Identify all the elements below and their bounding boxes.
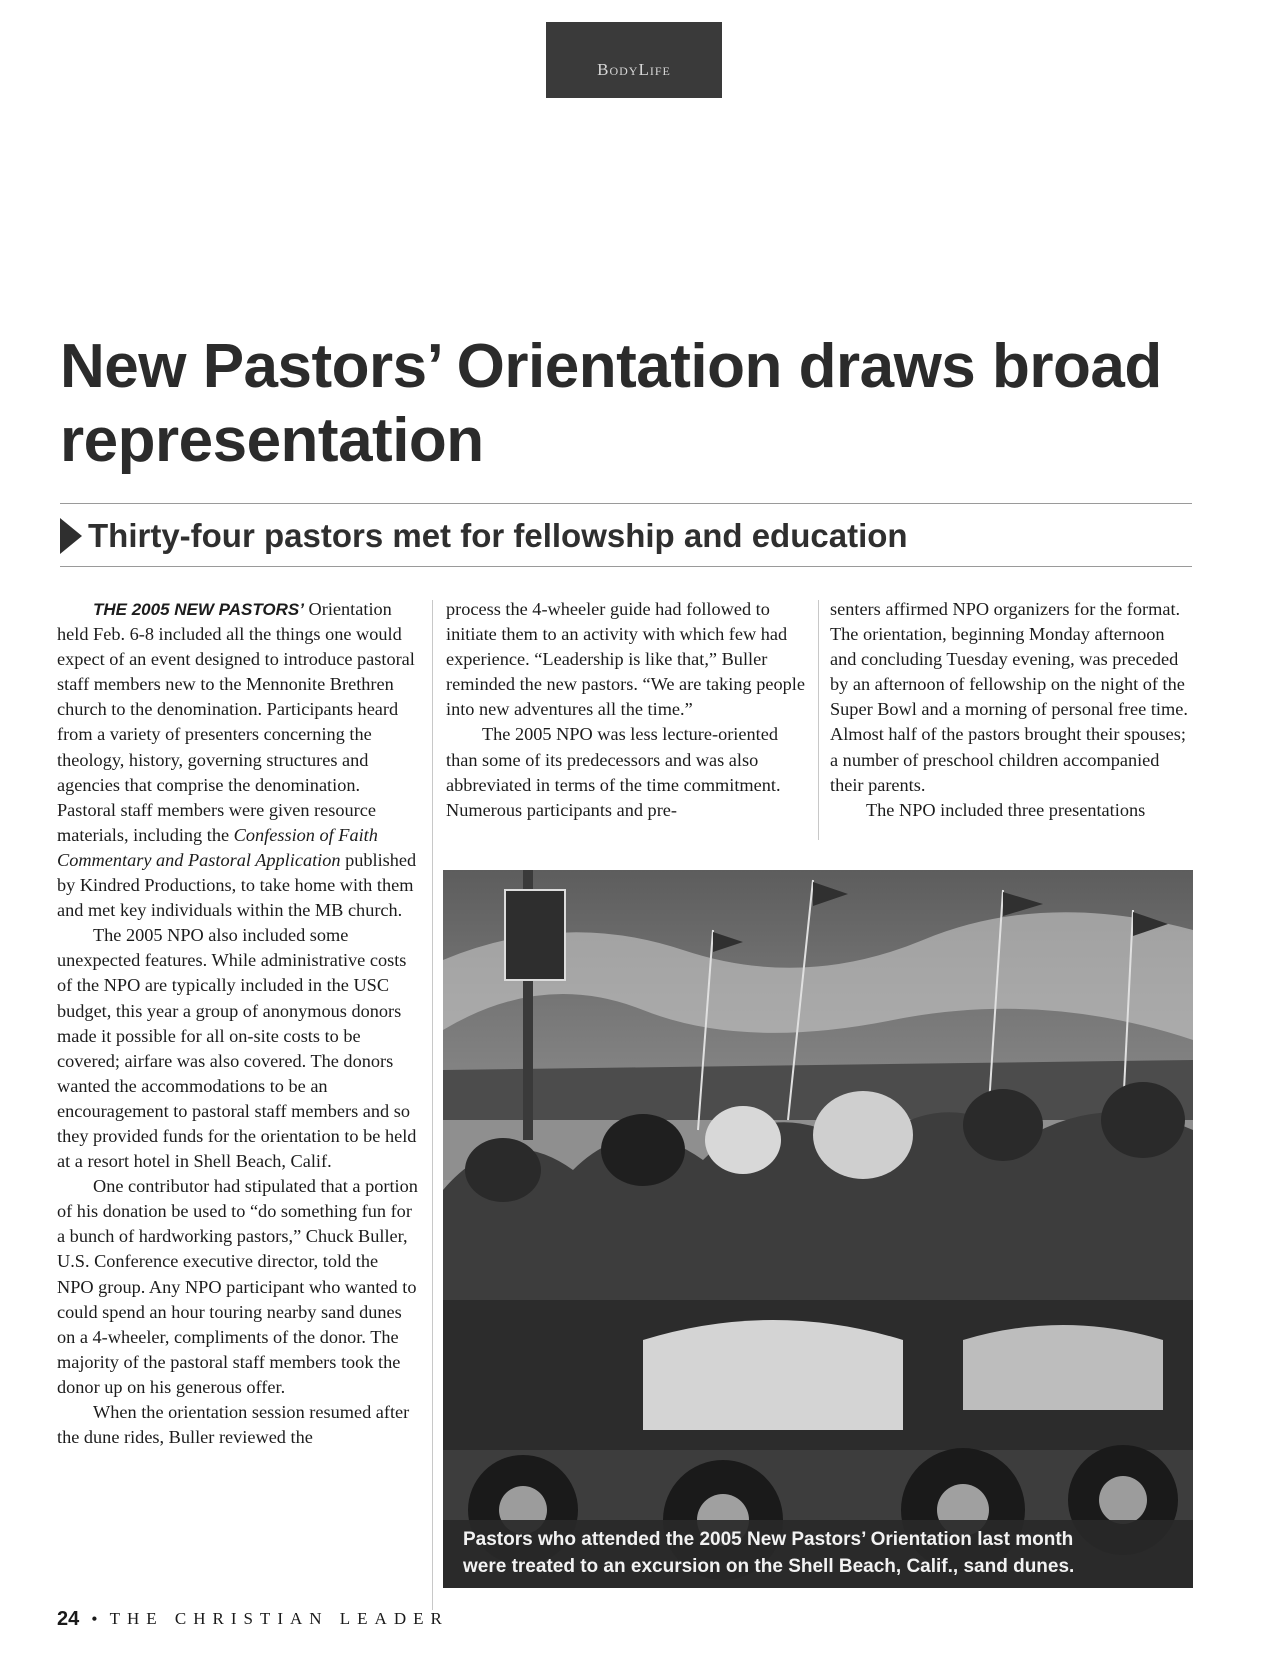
text-run: published by Kindred Productions, to take home with them and met key individuals within the MB church. <box>57 849 417 921</box>
photo-caption <box>443 1520 1193 1588</box>
section-tab-label: BodyLife <box>597 60 671 79</box>
article-subhead <box>60 510 1200 562</box>
lead-in: THE 2005 NEW PASTORS’ <box>93 600 304 619</box>
subhead-rule-bottom <box>60 566 1192 567</box>
footer-separator: • <box>91 1608 98 1629</box>
paragraph <box>57 597 419 923</box>
section-tab <box>546 22 722 98</box>
paragraph: One contributor had stipulated that a portion of his donation be used to “do something fun for a bunch of hardworking pastors,” Chuck Buller, U.S. Conference executive director, told the NPO group. Any NPO participant who wanted to could spend an hour touring nearby sand dunes on a 4-wheeler, compliments of the donor. The majority of the pastoral staff members took the donor up on his generous offer. <box>57 1176 418 1397</box>
page-footer <box>57 1604 449 1634</box>
triangle-arrow-icon <box>60 518 82 554</box>
caption-line: Pastors who attended the 2005 New Pastors’ Orientation last month <box>463 1529 1074 1550</box>
caption-line: were treated to an excursion on the Shell Beach, Calif., sand dunes. <box>463 1556 1075 1577</box>
book-title: Confession of Faith Commentary and Pastoral Application <box>57 824 378 870</box>
article-headline: New Pastors’ Orientation draws broad representation <box>60 332 1162 475</box>
paragraph: When the orientation session resumed after the dune rides, Buller reviewed the <box>57 1402 410 1448</box>
paragraph: The 2005 NPO was less lecture-oriented than some of its predecessors and was also abbreviated in terms of the time commitment. Numerous participants and pre- <box>446 724 781 820</box>
article-column-3 <box>830 597 1192 823</box>
subhead-text: Thirty-four pastors met for fellowship and education <box>88 517 908 554</box>
paragraph: senters affirmed NPO organizers for the format. The orientation, beginning Monday afternoon and concluding Tuesday evening, was preceded by an afternoon of fellowship on the night of the Super Bowl and a morning of personal free time. Almost half of the pastors brought their spouses; a number of preschool children accompanied their parents. <box>830 599 1188 795</box>
atv-riders-photo <box>443 870 1193 1588</box>
column-divider <box>818 600 819 840</box>
publication-name: THE CHRISTIAN LEADER <box>109 1609 449 1628</box>
article-column-1 <box>57 597 419 1450</box>
paragraph: process the 4-wheeler guide had followed to initiate them to an activity with which few had experience. “Leadership is like that,” Buller reminded the new pastors. “We are taking people into new adventures all the time.” <box>446 599 805 720</box>
page-number: 24 <box>57 1607 80 1630</box>
column-divider <box>432 600 433 1610</box>
photo-illustration <box>443 870 1193 1588</box>
article-column-2 <box>446 597 806 823</box>
paragraph: The NPO included three presentations <box>866 799 1146 820</box>
paragraph: The 2005 NPO also included some unexpected features. While administrative costs of the NPO are typically included in the USC budget, this year a group of anonymous donors made it possible for all on-site costs to be covered; airfare was also covered. The donors wanted the accommodations to be an encouragement to pastoral staff members and so they provided funds for the orientation to be held at a resort hotel in Shell Beach, Calif. <box>57 925 417 1172</box>
subhead-rule-top <box>60 503 1192 504</box>
text-run: Orientation held Feb. 6-8 included all the things one would expect of an event designed to introduce pastoral staff members new to the Mennonite Brethren church to the denomination. Participants heard from a variety of presenters concerning the theology, history, governing structures and agencies that comprise the denomination. Pastoral staff members were given resource materials, including the <box>57 599 415 845</box>
